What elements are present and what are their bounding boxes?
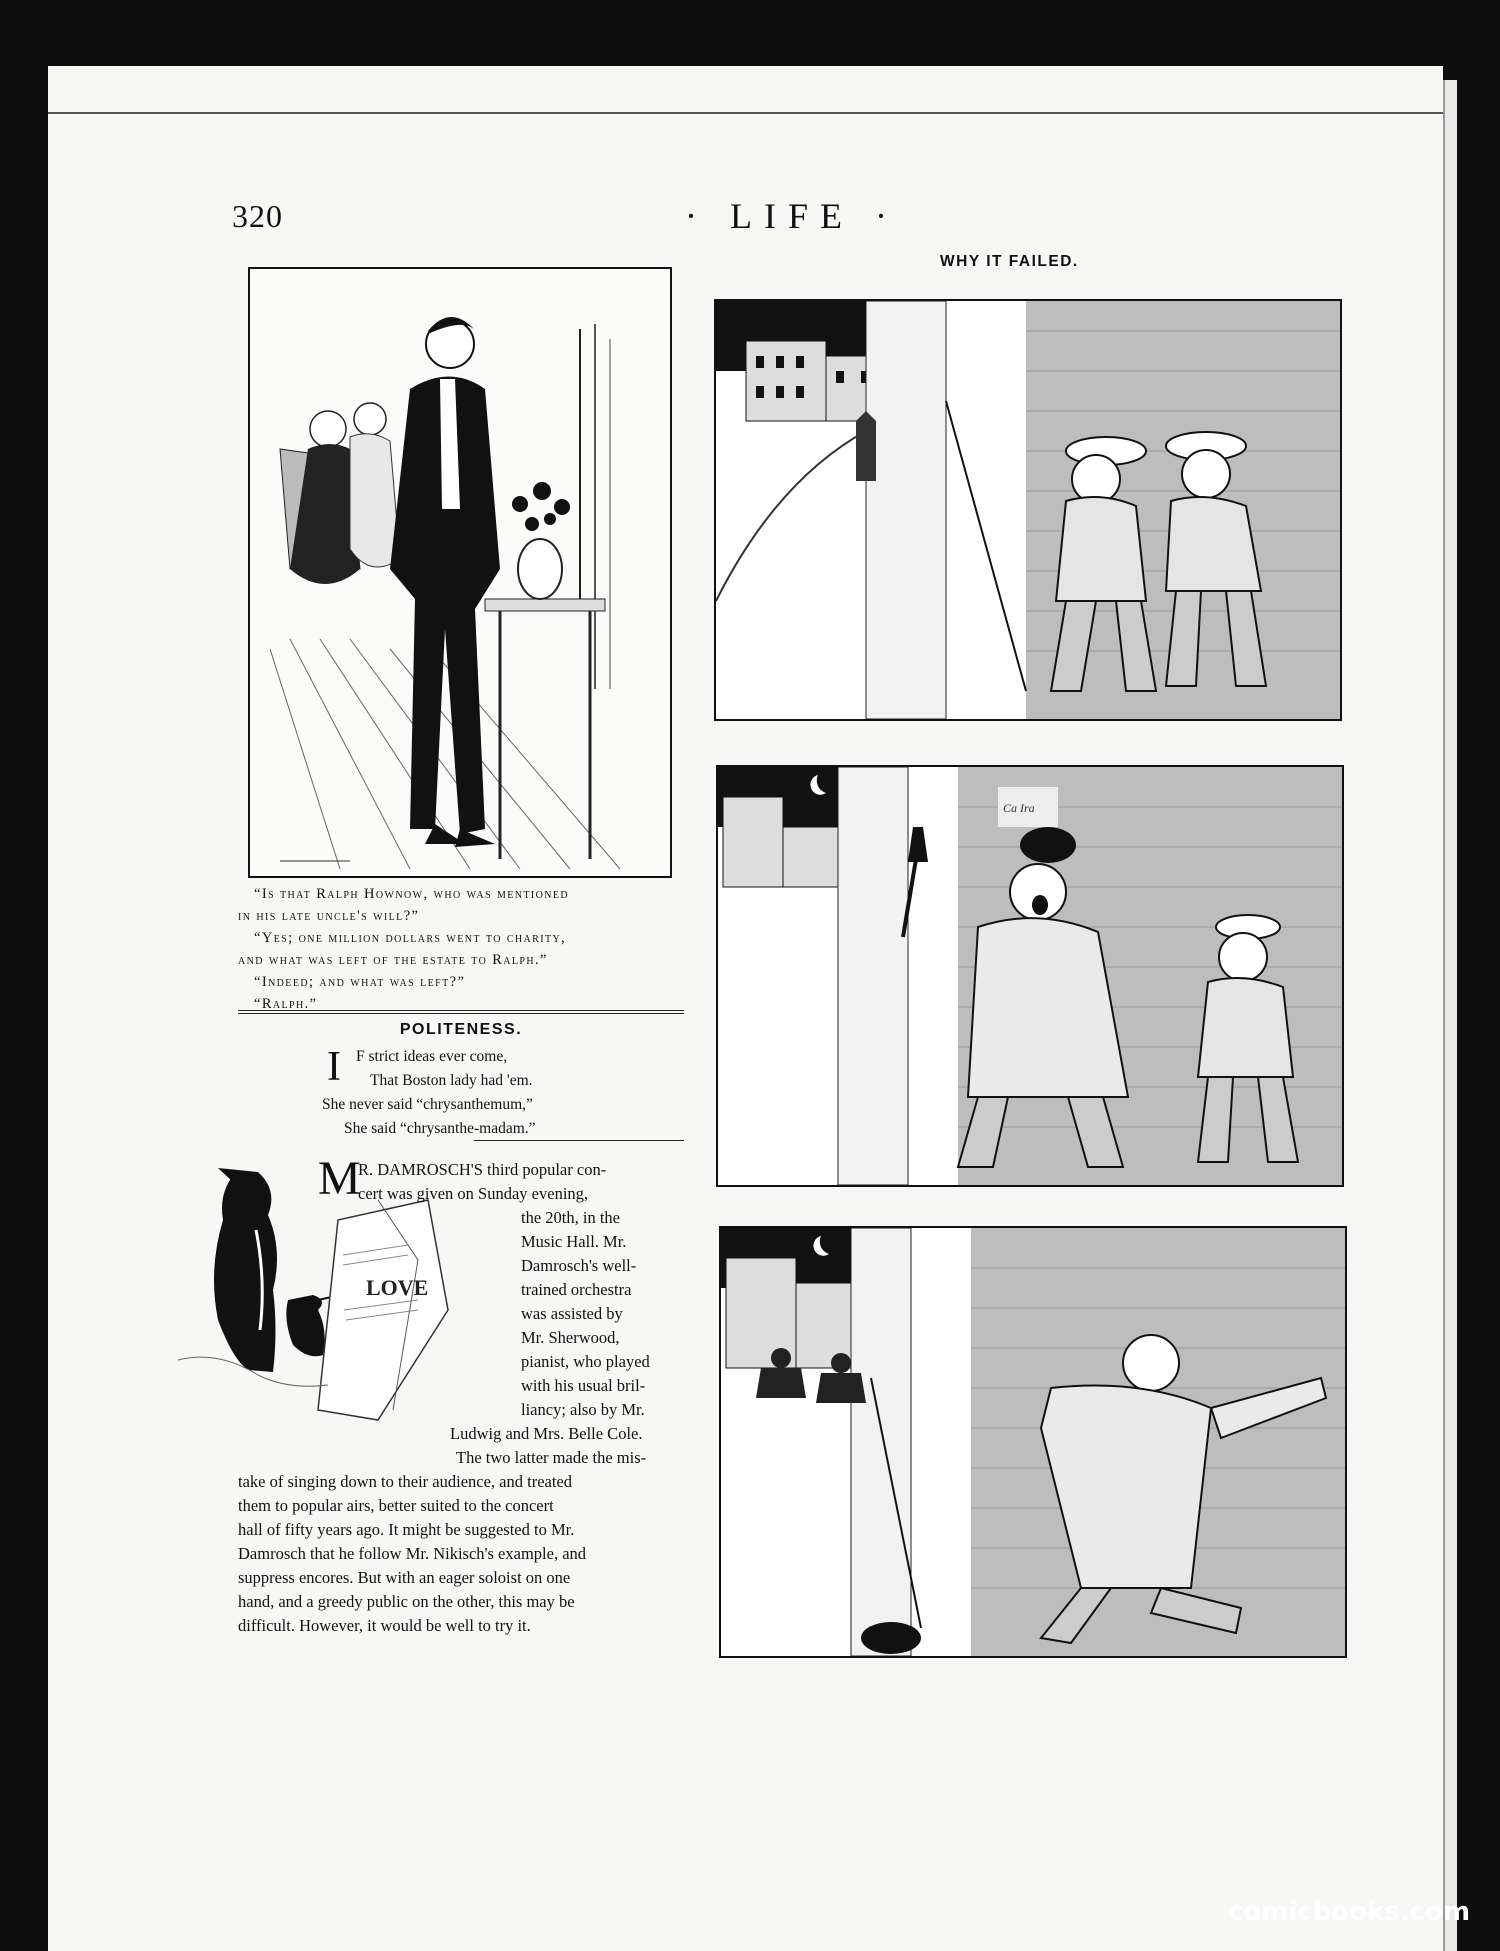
- panel-2-drawing: [718, 767, 1342, 1185]
- caption-line: “Ralph.”: [254, 996, 318, 1012]
- panel-3-drawing: [721, 1228, 1345, 1656]
- caption-line: in his late uncle's will?”: [238, 908, 420, 924]
- gentleman-drawing: [250, 269, 670, 876]
- caption-line: “Yes; one million dollars went to charity,: [254, 930, 567, 946]
- article-line: Mr. Sherwood,: [521, 1328, 620, 1347]
- poem-line: She never said “chrysanthemum,”: [322, 1096, 533, 1113]
- caption-line: and what was left of the estate to Ralph.”: [238, 952, 548, 968]
- article-line: trained orchestra: [521, 1280, 632, 1299]
- article-line: the 20th, in the: [521, 1208, 620, 1227]
- article-line: difficult. However, it would be well to try it.: [238, 1616, 531, 1635]
- article-line: R. DAMROSCH'S third popular con-: [358, 1160, 607, 1179]
- page-number: 320: [232, 198, 283, 234]
- article-line: take of singing down to their audience, and treated: [238, 1472, 573, 1491]
- article-line: cert was given on Sunday evening,: [358, 1184, 589, 1203]
- panel-2-poster-text: Ca Ira: [1003, 801, 1035, 815]
- watermark: comicbooks.com: [1228, 1897, 1471, 1927]
- comic-panel-1: [714, 299, 1342, 721]
- article-line: Damrosch that he follow Mr. Nikisch's example, and: [238, 1544, 587, 1563]
- article-line: Damrosch's well-: [521, 1256, 637, 1275]
- article-line: hand, and a greedy public on the other, this may be: [238, 1592, 575, 1611]
- comic-panel-2: [716, 765, 1344, 1187]
- section-divider: [474, 1140, 684, 1141]
- page-top-rule: [48, 112, 1443, 114]
- masthead-title: · LIFE ·: [685, 196, 899, 236]
- section-divider: [238, 1013, 684, 1014]
- article-line: The two latter made the mis-: [456, 1448, 647, 1467]
- article-drop-cap: M: [318, 1152, 361, 1205]
- poem-title: POLITENESS.: [399, 1021, 523, 1038]
- article-line: with his usual bril-: [521, 1376, 646, 1395]
- article-line: hall of fifty years ago. It might be suggested to Mr.: [238, 1520, 575, 1539]
- poem: [322, 1045, 652, 1141]
- article-line: suppress encores. But with an eager soloist on one: [238, 1568, 571, 1587]
- article-line: was assisted by: [521, 1304, 623, 1323]
- facing-page-edge: [1443, 80, 1457, 1951]
- poem-line: That Boston lady had 'em.: [370, 1072, 533, 1089]
- panel-1-drawing: [716, 301, 1340, 719]
- illustration-caption: [238, 883, 684, 1015]
- caption-line: “Is that Ralph Hownow, who was mentioned: [254, 886, 569, 902]
- article-line: pianist, who played: [521, 1352, 650, 1371]
- article-line: them to popular airs, better suited to the concert: [238, 1496, 554, 1515]
- article-line: Ludwig and Mrs. Belle Cole.: [450, 1424, 643, 1443]
- sheet-music-title: LOVE: [366, 1275, 429, 1300]
- article-line: liancy; also by Mr.: [521, 1400, 645, 1419]
- article-line: Music Hall. Mr.: [521, 1232, 627, 1251]
- comic-panel-3: [719, 1226, 1347, 1658]
- caption-line: “Indeed; and what was left?”: [254, 974, 466, 990]
- poem-drop-cap: I: [327, 1044, 341, 1090]
- comic-title: WHY IT FAILED.: [940, 253, 1079, 270]
- poem-line: She said “chrysanthe-madam.”: [344, 1120, 536, 1137]
- gentleman-illustration: [248, 267, 672, 878]
- section-divider: [238, 1010, 684, 1011]
- poem-line: F strict ideas ever come,: [356, 1048, 508, 1065]
